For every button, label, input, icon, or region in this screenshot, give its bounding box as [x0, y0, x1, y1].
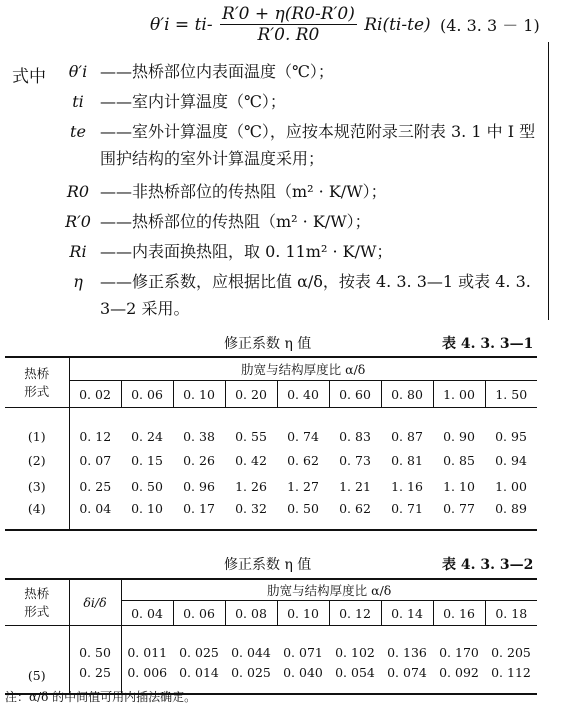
table1-cell: 1. 10	[443, 478, 475, 494]
table1-cell: 0. 38	[183, 429, 215, 444]
table1-cell: 0. 17	[183, 501, 215, 516]
table2-cell: 0. 040	[283, 665, 323, 680]
table2-ratio-header: δi/δ	[69, 579, 121, 626]
table2-column-header: 0. 04	[121, 601, 173, 626]
table2-row-header-line: 热桥	[24, 585, 50, 601]
formula-tail: Ri(ti-te)	[364, 14, 431, 35]
table1-cell: 1. 26	[235, 478, 267, 494]
table2-cell: 0. 205	[491, 645, 531, 660]
table1-cell: 0. 07	[79, 452, 112, 468]
table2-cell: 0. 136	[387, 645, 427, 660]
table-row	[5, 447, 537, 473]
table1-column-header: 0. 06	[121, 381, 173, 408]
table1-cell: 0. 42	[235, 452, 267, 468]
table2-cell: 0. 170	[439, 645, 479, 660]
table1-cell: 0. 94	[495, 452, 527, 468]
table1-row-label: (1)	[5, 408, 69, 448]
table1-cell: 0. 95	[495, 429, 527, 444]
where-desc: ——热桥部位的传热阻（m² · K/W）；	[100, 212, 371, 231]
table1-cell: 0. 89	[495, 501, 527, 516]
where-symbol: η	[73, 272, 83, 291]
table2-number: 表 4. 3. 3—2	[442, 557, 534, 573]
table1-cell: 0. 71	[391, 501, 423, 516]
table2-cell: 0. 025	[231, 665, 271, 680]
equation-number: (4. 3. 3 － 1)	[440, 16, 540, 35]
table1-column-header: 1. 50	[495, 386, 528, 402]
table2-column-header: 0. 08	[225, 601, 277, 626]
table1	[5, 356, 537, 531]
table1-column-header: 0. 40	[277, 381, 329, 408]
table1-cell: 0. 81	[391, 452, 423, 468]
table1-cell: 0. 50	[287, 501, 319, 516]
table1-column-header: 1. 00	[433, 381, 485, 408]
table1-number: 表 4. 3. 3—1	[442, 336, 534, 352]
table1-cell: 1. 27	[287, 478, 319, 494]
table2-group-header: 肋宽与结构厚度比 α/δ	[121, 579, 537, 601]
right-margin-rule	[548, 42, 549, 320]
table2-caption: 修正系数 η 值	[224, 557, 312, 573]
table1-row-header	[5, 357, 69, 408]
table1-column-header: 0. 80	[381, 381, 433, 408]
table1-cell: 0. 62	[287, 452, 319, 468]
table2-cell: 0. 025	[179, 645, 219, 660]
table2-cell: 0. 071	[283, 645, 323, 660]
table-row	[5, 473, 537, 499]
table2-cell: 0. 074	[387, 665, 427, 680]
where-symbol: Ri	[69, 242, 87, 261]
table2	[5, 578, 537, 695]
table1-cell: 0. 25	[79, 478, 112, 494]
formula-denominator: R′0. R0	[257, 25, 320, 45]
table-row	[5, 408, 537, 448]
table1-cell: 0. 32	[235, 501, 267, 516]
table2-cell: 0. 044	[231, 645, 271, 660]
table1-cell: 0. 85	[443, 452, 475, 468]
where-symbol: R′0	[65, 212, 91, 231]
where-desc: ——室内计算温度（℃）；	[100, 92, 286, 111]
table1-cell: 0. 04	[79, 501, 112, 516]
table1-cell: 0. 73	[339, 452, 371, 468]
table2-column-header: 0. 06	[173, 601, 225, 626]
where-desc: ——内表面换热阻，取 0. 11m² · K/W；	[100, 242, 393, 261]
table1-cell: 0. 62	[339, 501, 371, 516]
table1-cell: 0. 26	[183, 452, 215, 468]
table2-ratio-cell: 0. 25	[69, 663, 121, 694]
table2-row-header	[5, 579, 69, 626]
where-symbol: R0	[66, 182, 90, 201]
table2-cell: 0. 054	[335, 665, 375, 680]
table1-cell: 1. 21	[339, 478, 371, 494]
table1-cell: 0. 55	[235, 429, 267, 444]
table1-column-header: 0. 10	[173, 381, 225, 408]
table1-cell: 1. 00	[495, 478, 527, 494]
table2-column-header: 0. 16	[433, 601, 485, 626]
table2-column-header: 0. 12	[329, 601, 381, 626]
table-row	[5, 626, 537, 664]
table1-row-header-line: 形式	[24, 383, 50, 399]
table2-cell: 0. 006	[127, 665, 168, 680]
table2-cell: 0. 014	[179, 665, 219, 680]
table2-cell: 0. 112	[491, 665, 531, 680]
table2-cell: 0. 011	[127, 645, 168, 660]
table1-row-label: (2)	[5, 447, 69, 473]
formula-numerator: R′0 + η(R0-R′0)	[222, 4, 355, 24]
table-row	[5, 499, 537, 530]
table2-column-header: 0. 10	[277, 601, 329, 626]
where-desc: ——室外计算温度（℃），应按本规范附录三附表 3. 1 中 I 型围护结构的室外计算温度采用；	[100, 122, 536, 168]
where-label: 式中	[12, 67, 46, 87]
table1-column-header: 0. 20	[225, 381, 277, 408]
table2-cell: 0. 092	[439, 665, 479, 680]
where-symbol: θ′i	[68, 62, 88, 81]
table2-row-header-line: 形式	[24, 603, 50, 619]
table1-cell: 0. 74	[287, 429, 319, 444]
formula-lhs: θ′i = ti-	[150, 14, 213, 35]
where-desc: ——非热桥部位的传热阻（m² · K/W）；	[100, 182, 387, 201]
table2-ratio-cell: 0. 50	[69, 626, 121, 664]
table2-row-label: (5)	[5, 626, 69, 695]
table1-cell: 0. 24	[131, 429, 163, 444]
table1-row-header-line: 热桥	[24, 365, 50, 381]
where-desc: ——热桥部位内表面温度（℃）；	[100, 62, 334, 81]
table1-row-label: (3)	[5, 473, 69, 499]
table1-cell: 0. 77	[443, 501, 475, 516]
table1-cell: 0. 96	[183, 478, 215, 494]
table1-cell: 0. 83	[339, 429, 371, 444]
table2-column-header: 0. 18	[495, 605, 528, 621]
where-symbol: ti	[72, 92, 84, 111]
table1-cell: 0. 15	[131, 452, 163, 468]
where-desc: ——修正系数，应根据比值 α/δ，按表 4. 3. 3—1 或表 4. 3. 3—2 采用。	[100, 272, 531, 318]
table1-cell: 0. 12	[79, 429, 112, 444]
table-note: 注：α/δ 的中间值可用内插法确定。	[5, 690, 197, 704]
table1-cell: 0. 50	[131, 478, 163, 494]
table1-group-header: 肋宽与结构厚度比 α/δ	[69, 357, 537, 381]
table1-cell: 0. 87	[391, 429, 423, 444]
table2-column-header: 0. 14	[381, 601, 433, 626]
table1-caption: 修正系数 η 值	[224, 336, 312, 352]
formula-fraction	[220, 4, 357, 45]
where-symbol: te	[70, 122, 86, 141]
table1-cell: 0. 10	[131, 501, 163, 516]
formula	[150, 4, 431, 45]
table1-cell: 1. 16	[391, 478, 423, 494]
table1-column-header: 0. 60	[329, 381, 381, 408]
table1-row-label: (4)	[5, 499, 69, 530]
table1-column-header: 0. 02	[69, 381, 121, 408]
table1-cell: 0. 90	[443, 429, 475, 444]
table2-cell: 0. 102	[335, 645, 375, 660]
